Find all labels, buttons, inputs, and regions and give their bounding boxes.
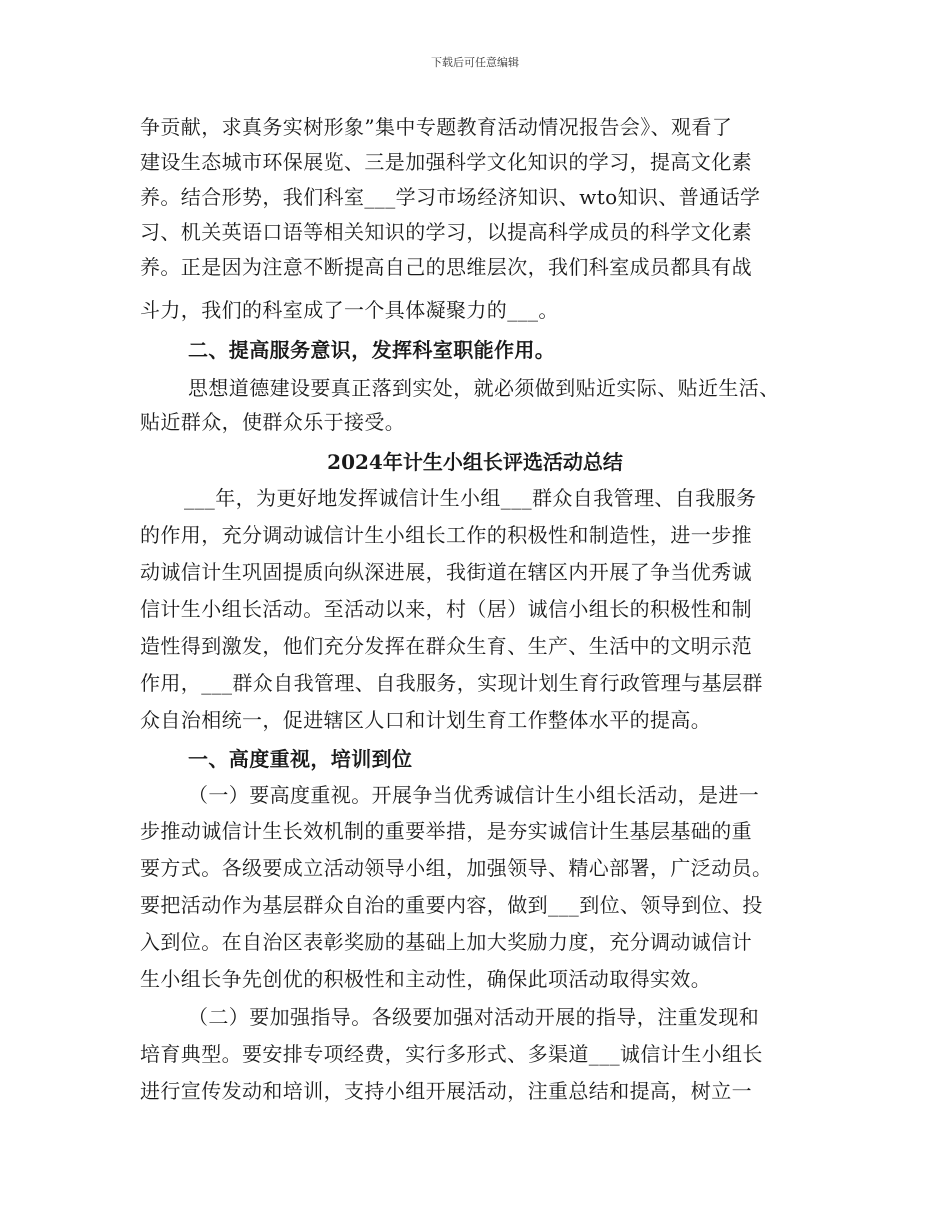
paragraph-line: 入到位。在自治区表彰奖励的基础上加大奖励力度，充分调动诚信计 xyxy=(140,930,752,954)
section-heading: 二、提高服务意识，发挥科室职能作用。 xyxy=(188,338,556,362)
paragraph-line: ___年，为更好地发挥诚信计生小组___群众自我管理、自我服务 xyxy=(184,486,757,510)
paragraph-line: 养。正是因为注意不断提高自己的思维层次，我们科室成员都具有战 xyxy=(140,255,752,279)
paragraph-line: 培育典型。要安排专项经费，实行多形式、多渠道___诚信计生小组长 xyxy=(140,1042,763,1066)
paragraph-line: 要把活动作为基层群众自治的重要内容，做到___到位、领导到位、投 xyxy=(140,893,763,917)
paragraph-line: 众自治相统一，促进辖区人口和计划生育工作整体水平的提高。 xyxy=(140,708,712,732)
paragraph-line: 习、机关英语口语等相关知识的学习，以提高科学成员的科学文化素 xyxy=(140,220,752,244)
paragraph-line: 建设生态城市环保展览、三是加强科学文化知识的学习，提高文化素 xyxy=(140,150,752,174)
paragraph-line: 要方式。各级要成立活动领导小组，加强领导、精心部署，广泛动员。 xyxy=(140,856,773,880)
paragraph-line: 思想道德建设要真正落到实处，就必须做到贴近实际、贴近生活、 xyxy=(188,376,780,400)
paragraph-line: 贴近群众，使群众乐于接受。 xyxy=(140,410,406,434)
paragraph-line: 养。结合形势，我们科室___学习市场经济知识、wto知识、普通话学 xyxy=(140,185,761,209)
paragraph-line: 的作用，充分调动诚信计生小组长工作的积极性和制造性，进一步推 xyxy=(140,523,752,547)
paragraph-line: （二）要加强指导。各级要加强对活动开展的指导，注重发现和 xyxy=(188,1005,760,1029)
paragraph-line: 作用，___群众自我管理、自我服务，实现计划生育行政管理与基层群 xyxy=(140,671,763,695)
paragraph-line: 生小组长争先创优的积极性和主动性，确保此项活动取得实效。 xyxy=(140,967,712,991)
paragraph-line: 斗力，我们的科室成了一个具体凝聚力的___。 xyxy=(140,298,559,322)
paragraph-line: 争贡献，求真务实树形象”集中专题教育活动情况报告会》、观看了 xyxy=(140,115,733,139)
paragraph-line: 步推动诚信计生长效机制的重要举措，是夯实诚信计生基层基础的重 xyxy=(140,819,752,843)
paragraph-line: 进行宣传发动和培训，支持小组开展活动，注重总结和提高，树立一 xyxy=(140,1079,752,1103)
paragraph-line: 造性得到激发，他们充分发挥在群众生育、生产、生活中的文明示范 xyxy=(140,634,752,658)
article-title: 2024年计生小组长评选活动总结 xyxy=(327,450,623,474)
paragraph-line: 信计生小组长活动。至活动以来，村（居）诚信小组长的积极性和制 xyxy=(140,597,752,621)
page-header: 下载后可任意编辑 xyxy=(431,56,519,69)
paragraph-line: 动诚信计生巩固提质向纵深进展，我街道在辖区内开展了争当优秀诚 xyxy=(140,560,752,584)
section-heading: 一、高度重视，培训到位 xyxy=(188,747,413,771)
paragraph-line: （一）要高度重视。开展争当优秀诚信计生小组长活动，是进一 xyxy=(188,783,760,807)
